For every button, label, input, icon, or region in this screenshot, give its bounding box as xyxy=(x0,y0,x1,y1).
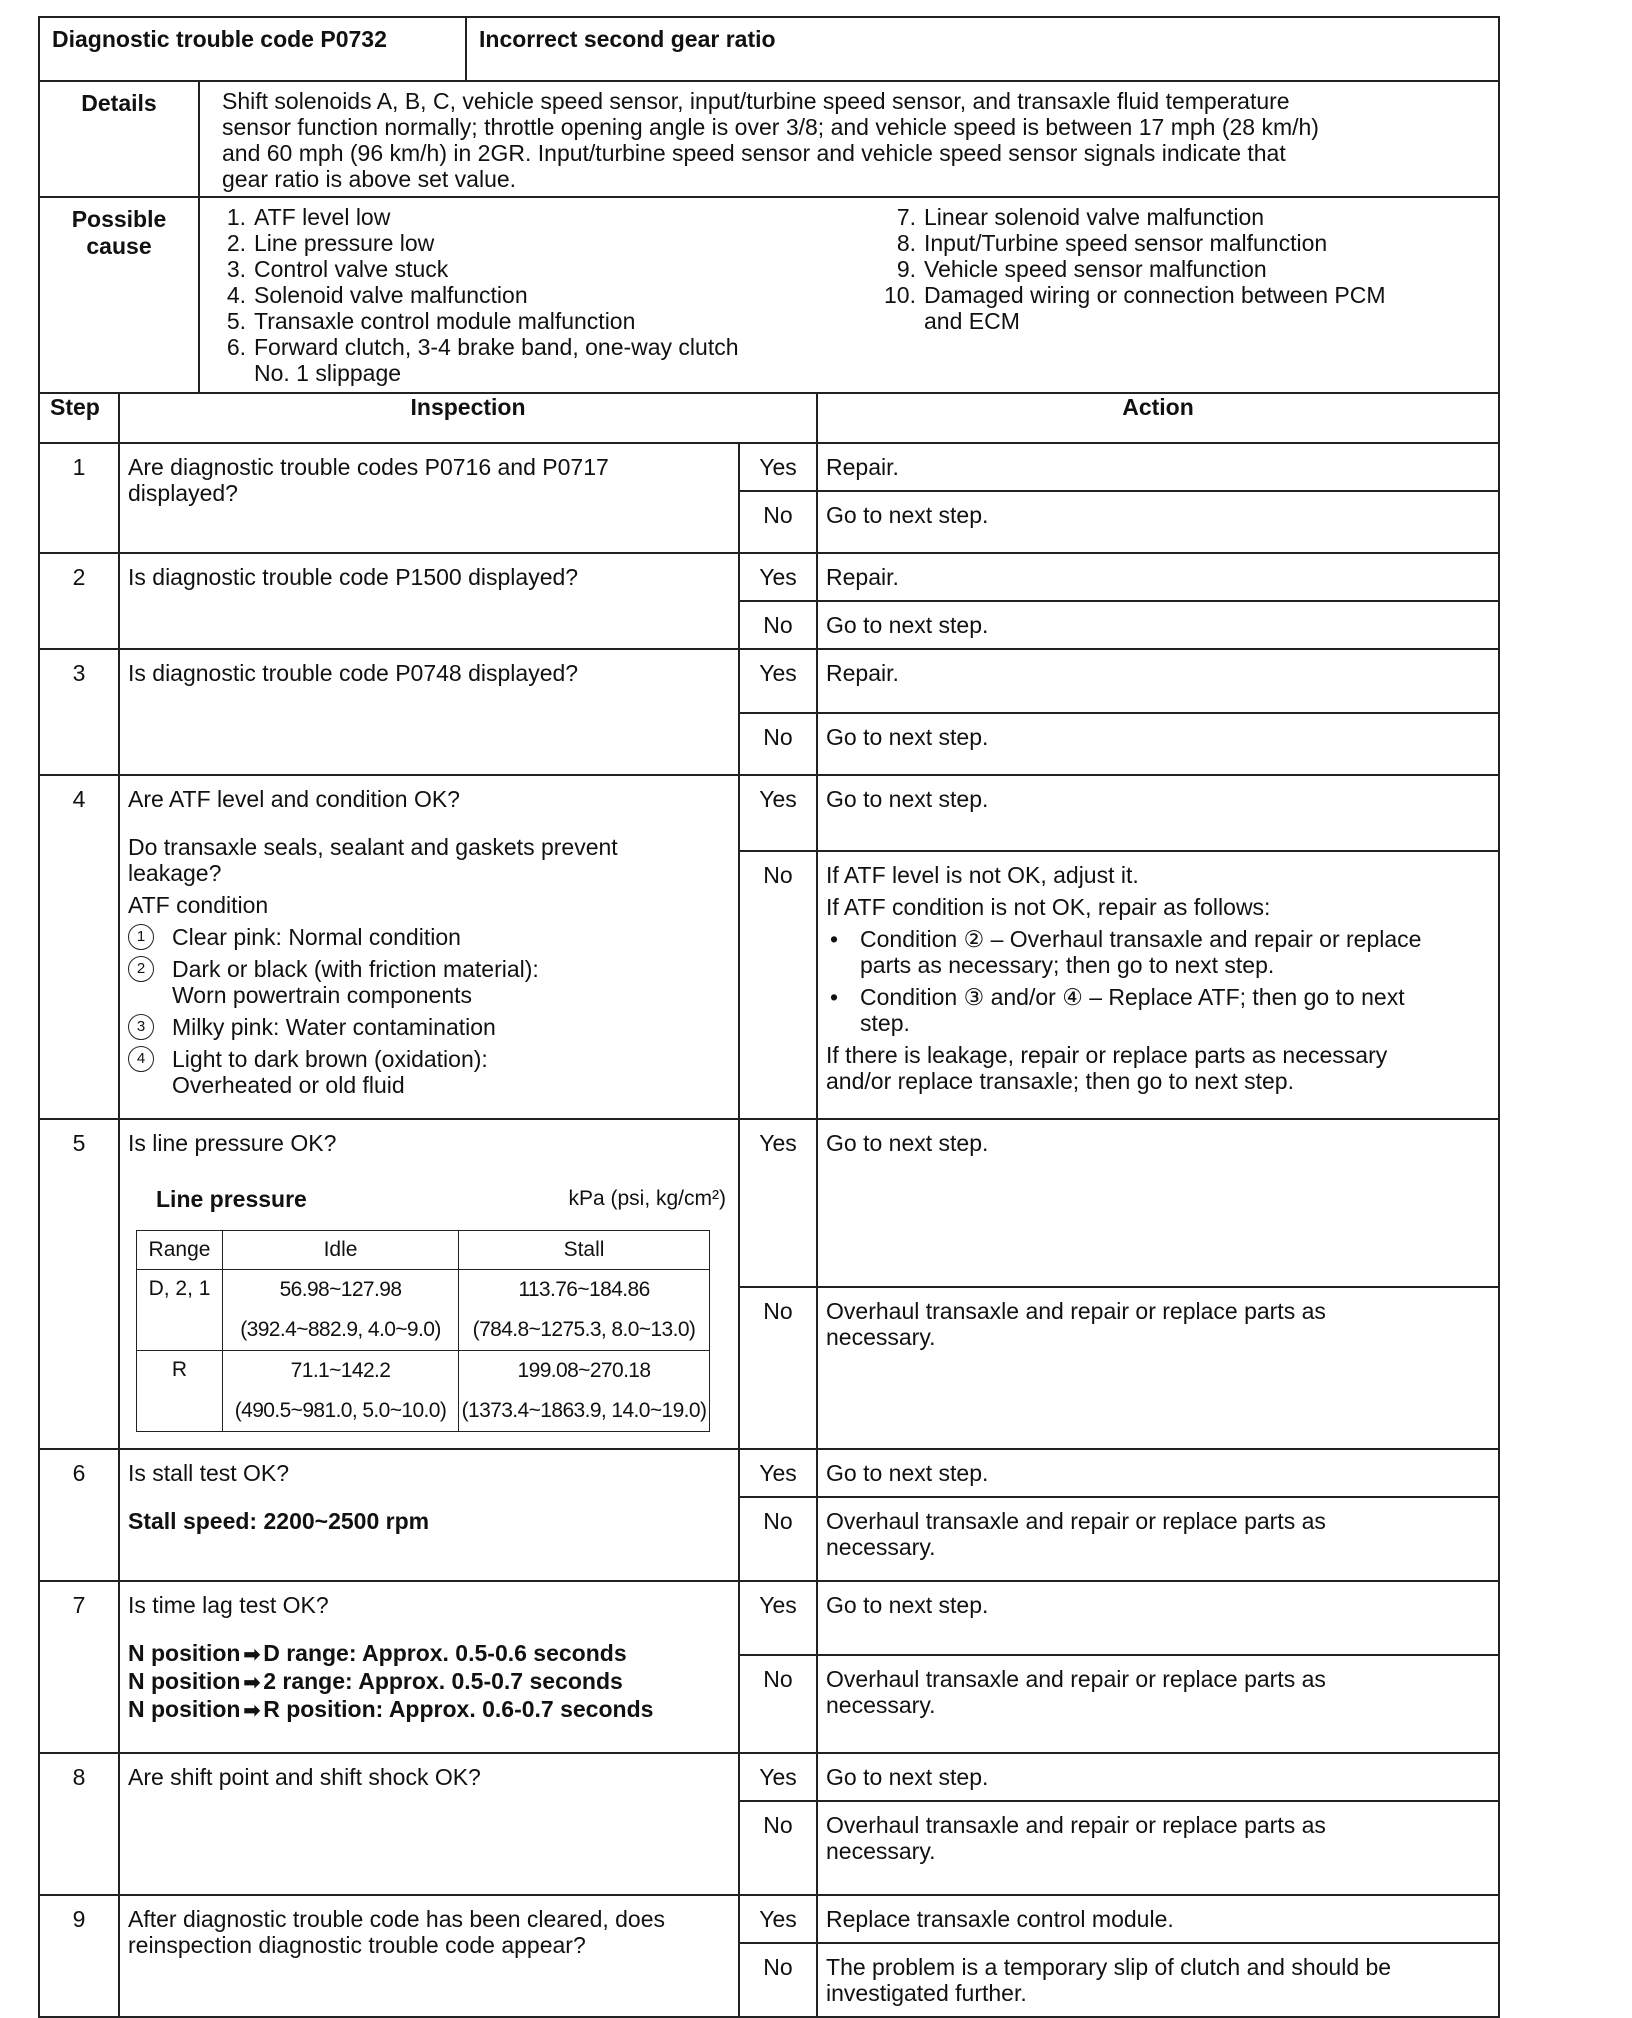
yes-label: Yes xyxy=(739,1895,817,1943)
table-header-row: Range Idle Stall xyxy=(137,1231,710,1270)
step-row-7 xyxy=(39,1581,1499,1655)
step-question: Is time lag test OK? N position ➡ D range: Approx. 0.5-0.6 seconds N position ➡ 2 range: Approx. 0.5-0.7 seconds N position ➡ R position: Approx. 0.6-0.7 seconds xyxy=(119,1581,739,1753)
yes-label: Yes xyxy=(739,1449,817,1497)
step-number: 1 xyxy=(39,443,119,553)
step-number: 5 xyxy=(39,1119,119,1449)
no-label: No xyxy=(739,1655,817,1753)
no-label: No xyxy=(739,491,817,553)
details-label: Details xyxy=(39,81,199,197)
step-row-9 xyxy=(39,1895,1499,1943)
diagnostic-sheet xyxy=(38,16,1500,2018)
action-yes: Repair. xyxy=(817,553,1499,601)
cause-item: 7. Linear solenoid valve malfunction xyxy=(896,204,1265,230)
table-row: D, 2, 1 56.98~127.98 (392.4~882.9, 4.0~9.0) 113.76~184.86 (784.8~1275.3, 8.0~13.0) xyxy=(137,1270,710,1351)
details-line: Shift solenoids A, B, C, vehicle speed sensor, input/turbine speed sensor, and transaxle fluid temperature xyxy=(222,88,1290,114)
causes-left-column xyxy=(208,204,828,386)
details-text xyxy=(199,81,1499,197)
bullet-item: • Condition ② – Overhaul transaxle and repair or replace parts as necessary; then go to next step. xyxy=(826,926,1490,978)
step-question: Are shift point and shift shock OK? xyxy=(119,1753,739,1895)
bullet-icon: • xyxy=(830,984,839,1010)
causes-label: Possible cause xyxy=(39,197,199,393)
time-lag-spec: N position ➡ D range: Approx. 0.5-0.6 seconds N position ➡ 2 range: Approx. 0.5-0.7 seconds N position ➡ R position: Approx. 0.6-0.7 seconds xyxy=(128,1640,654,1722)
cause-item: 4. Solenoid valve malfunction xyxy=(226,282,528,308)
number-4-icon: 4 xyxy=(128,1046,154,1072)
bullet-item: • Condition ③ and/or ④ – Replace ATF; then go to next step. xyxy=(826,984,1490,1036)
number-1-icon: 1 xyxy=(128,924,154,950)
atf-condition-title: ATF condition xyxy=(128,892,269,918)
cause-item: 8. Input/Turbine speed sensor malfunction xyxy=(896,230,1328,256)
step-row-2 xyxy=(39,553,1499,601)
arrow-right-icon: ➡ xyxy=(243,1644,261,1666)
col-inspection-header: Inspection xyxy=(119,393,817,443)
causes-right-column xyxy=(828,204,1488,386)
header-table xyxy=(38,16,1500,82)
details-table xyxy=(38,80,1500,198)
step-row-6 xyxy=(39,1449,1499,1497)
step-row-5 xyxy=(39,1119,1499,1287)
dtc-code-label: Diagnostic trouble code P0732 xyxy=(39,17,466,81)
causes-list xyxy=(199,197,1499,393)
col-step-header: Step xyxy=(39,393,119,443)
atf-condition-item: 4 Light to dark brown (oxidation): Overheated or old fluid xyxy=(128,1046,730,1098)
arrow-right-icon: ➡ xyxy=(243,1672,261,1694)
atf-condition-item: 1 Clear pink: Normal condition xyxy=(128,924,730,950)
step-question: After diagnostic trouble code has been cleared, does reinspection diagnostic trouble code appear? xyxy=(119,1895,739,2017)
action-yes: Go to next step. xyxy=(817,1449,1499,1497)
action-yes: Replace transaxle control module. xyxy=(817,1895,1499,1943)
details-line: and 60 mph (96 km/h) in 2GR. Input/turbine speed sensor and vehicle speed sensor signals indicate that xyxy=(222,140,1286,166)
line-pressure-table xyxy=(136,1230,710,1432)
details-line: gear ratio is above set value. xyxy=(222,166,517,192)
cause-item: 3. Control valve stuck xyxy=(226,256,449,282)
step-row-1 xyxy=(39,443,1499,491)
yes-label: Yes xyxy=(739,553,817,601)
cause-item: 1. ATF level low xyxy=(226,204,391,230)
no-label: No xyxy=(739,1943,817,2017)
table-row: R 71.1~142.2 (490.5~981.0, 5.0~10.0) 199.08~270.18 (1373.4~1863.9, 14.0~19.0) xyxy=(137,1351,710,1432)
bullet-icon: • xyxy=(830,926,839,952)
step-row-3 xyxy=(39,649,1499,713)
action-no: If ATF level is not OK, adjust it. If ATF condition is not OK, repair as follows: • Condition ② – Overhaul transaxle and repair or replace parts as necessary; then go to next step. • Condition ③ and/or ④ – Replace ATF; then go to next step. If there is leakage, repair or replace parts as necessary and/or replace transaxle; then go to next step. xyxy=(817,851,1499,1119)
number-2-icon: 2 xyxy=(128,956,154,982)
yes-label: Yes xyxy=(739,1119,817,1287)
action-yes: Go to next step. xyxy=(817,1753,1499,1801)
cause-item: and ECM xyxy=(924,308,1020,334)
cause-item: 10. Damaged wiring or connection between PCM xyxy=(884,282,1386,308)
cause-item: 5. Transaxle control module malfunction xyxy=(226,308,636,334)
step-question: Is stall test OK? Stall speed: 2200~2500 rpm xyxy=(119,1449,739,1581)
atf-condition-item: 2 Dark or black (with friction material): Worn powertrain components xyxy=(128,956,730,1008)
step-number: 2 xyxy=(39,553,119,649)
cause-item: 6. Forward clutch, 3-4 brake band, one-way clutch xyxy=(226,334,739,360)
step-number: 3 xyxy=(39,649,119,775)
cause-item: No. 1 slippage xyxy=(254,360,402,386)
yes-label: Yes xyxy=(739,1753,817,1801)
col-action-header: Action xyxy=(817,393,1499,443)
action-yes: Go to next step. xyxy=(817,775,1499,851)
arrow-right-icon: ➡ xyxy=(243,1700,261,1722)
no-label: No xyxy=(739,1801,817,1895)
step-row-4 xyxy=(39,775,1499,851)
stall-speed-spec: Stall speed: 2200~2500 rpm xyxy=(128,1508,430,1534)
step-question: Is line pressure OK? Line pressure kPa (psi, kg/cm²) Range Idle Stall D, 2, 1 56.98~127.98 (392.4~882.9, 4.0~9.0) 113.76~184.86 (784.8~1275.3, 8.0~13.0) R 71.1~142.2 (490.5~981.0, 5.0~10.0) 199.08~270.18 (1373.4~1863.9, 14.0~19.0) xyxy=(119,1119,739,1449)
yes-label: Yes xyxy=(739,775,817,851)
no-label: No xyxy=(739,1497,817,1581)
no-label: No xyxy=(739,1287,817,1449)
step-question: Are ATF level and condition OK? Do transaxle seals, sealant and gaskets prevent leakage? ATF condition 1 Clear pink: Normal condition 2 Dark or black (with friction material): Worn powertrain components 3 Milky pink: Water contamination 4 Light to dark brown (oxidation): Overheated or old fluid xyxy=(119,775,739,1119)
step-number: 7 xyxy=(39,1581,119,1753)
action-yes: Go to next step. xyxy=(817,1119,1499,1287)
no-label: No xyxy=(739,851,817,1119)
action-no: Overhaul transaxle and repair or replace parts as necessary. xyxy=(817,1497,1499,1581)
action-no: Overhaul transaxle and repair or replace parts as necessary. xyxy=(817,1287,1499,1449)
steps-table xyxy=(38,392,1500,2018)
step-row-8 xyxy=(39,1753,1499,1801)
atf-condition-item: 3 Milky pink: Water contamination xyxy=(128,1014,730,1040)
action-no: Overhaul transaxle and repair or replace parts as necessary. xyxy=(817,1655,1499,1753)
action-no: Go to next step. xyxy=(817,491,1499,553)
dtc-title: Incorrect second gear ratio xyxy=(466,17,1499,81)
yes-label: Yes xyxy=(739,649,817,713)
step-number: 6 xyxy=(39,1449,119,1581)
step-question: Is diagnostic trouble code P0748 displayed? xyxy=(119,649,739,775)
step-question: Is diagnostic trouble code P1500 displayed? xyxy=(119,553,739,649)
step-number: 9 xyxy=(39,1895,119,2017)
action-yes: Go to next step. xyxy=(817,1581,1499,1655)
step-number: 4 xyxy=(39,775,119,1119)
action-yes: Repair. xyxy=(817,443,1499,491)
action-no: Go to next step. xyxy=(817,601,1499,649)
yes-label: Yes xyxy=(739,443,817,491)
no-label: No xyxy=(739,601,817,649)
yes-label: Yes xyxy=(739,1581,817,1655)
cause-item: 2. Line pressure low xyxy=(226,230,435,256)
no-label: No xyxy=(739,713,817,775)
action-no: The problem is a temporary slip of clutch and should be investigated further. xyxy=(817,1943,1499,2017)
step-number: 8 xyxy=(39,1753,119,1895)
action-no: Overhaul transaxle and repair or replace parts as necessary. xyxy=(817,1801,1499,1895)
number-3-icon: 3 xyxy=(128,1014,154,1040)
step-question: Are diagnostic trouble codes P0716 and P0717 displayed? xyxy=(119,443,739,553)
details-line: sensor function normally; throttle opening angle is over 3/8; and vehicle speed is between 17 mph (28 km/h) xyxy=(222,114,1319,140)
line-pressure-heading: Line pressure kPa (psi, kg/cm²) xyxy=(156,1186,726,1212)
causes-table xyxy=(38,196,1500,394)
action-yes: Repair. xyxy=(817,649,1499,713)
action-no: Go to next step. xyxy=(817,713,1499,775)
cause-item: 9. Vehicle speed sensor malfunction xyxy=(896,256,1267,282)
